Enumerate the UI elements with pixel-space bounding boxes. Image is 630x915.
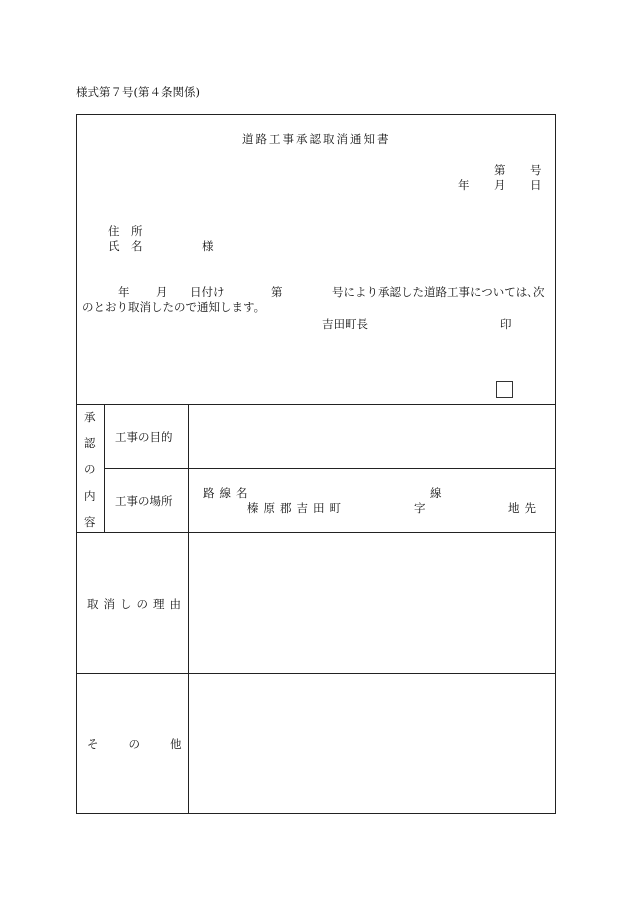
document-title: 道路工事承認取消通知書 bbox=[242, 132, 391, 146]
chisaki: 地先 bbox=[508, 501, 541, 515]
cancel-reason-label: 取消しの理由 bbox=[87, 597, 186, 611]
side-label-5: 容 bbox=[84, 515, 96, 529]
address-label: 住 所 bbox=[108, 224, 143, 238]
route-name-label: 路線名 bbox=[203, 486, 253, 500]
body-tsuki: 月 bbox=[156, 285, 168, 299]
seal-mark: 印 bbox=[500, 317, 512, 331]
form-frame bbox=[76, 114, 556, 814]
divider-reason bbox=[76, 673, 556, 674]
date-hi: 日 bbox=[530, 178, 542, 192]
line-suffix: 線 bbox=[430, 486, 442, 500]
form-number: 様式第７号(第４条関係) bbox=[76, 85, 200, 99]
name-label: 氏 名 bbox=[108, 239, 143, 253]
aza: 字 bbox=[414, 501, 426, 515]
divider-location bbox=[76, 532, 556, 533]
divider-label-col bbox=[188, 404, 189, 814]
location-label: 工事の場所 bbox=[115, 494, 173, 508]
checkbox[interactable] bbox=[496, 381, 513, 398]
body-nen: 年 bbox=[118, 285, 130, 299]
side-label-1: 承 bbox=[84, 410, 96, 424]
divider-purpose bbox=[104, 468, 556, 469]
body-hizuke: 日付け bbox=[190, 285, 225, 299]
other-label-1: その他 bbox=[87, 737, 212, 751]
side-label-3: の bbox=[84, 462, 96, 476]
number-go: 号 bbox=[530, 163, 542, 177]
number-dai: 第 bbox=[494, 163, 506, 177]
date-nen: 年 bbox=[458, 178, 470, 192]
issuer-title: 吉田町長 bbox=[322, 317, 368, 331]
divider-top bbox=[76, 404, 556, 405]
side-label-2: 認 bbox=[84, 436, 96, 450]
body-dai: 第 bbox=[271, 285, 283, 299]
body-line2: のとおり取消したので通知します。 bbox=[82, 300, 266, 314]
side-label-4: 内 bbox=[84, 489, 96, 503]
honorific: 様 bbox=[202, 239, 214, 253]
purpose-label: 工事の目的 bbox=[115, 430, 173, 444]
district: 榛原郡吉田町 bbox=[247, 501, 346, 515]
date-tsuki: 月 bbox=[494, 178, 506, 192]
body-line1-rest: 号により承認した道路工事については､次 bbox=[332, 285, 545, 299]
divider-side bbox=[104, 404, 105, 532]
